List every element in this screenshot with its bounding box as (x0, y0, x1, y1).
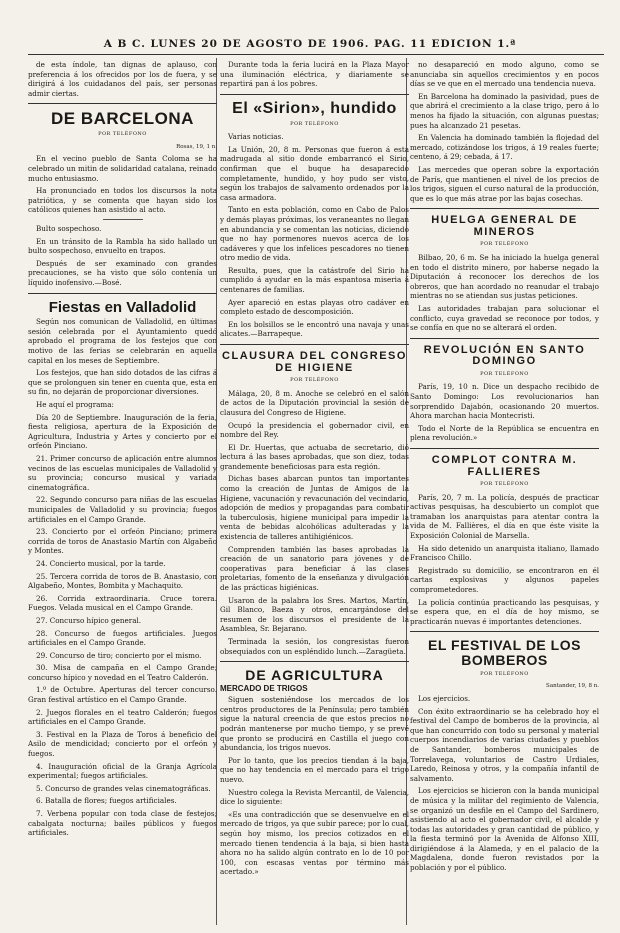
valladolid-p1: Según nos comunican de Valladolid, en últimas sesión celebrada por el Ayuntamiento quedó aprobado el programa de los festejos que con motivo de las ferias se celebrarán en aquella capital en los meses de Septiembre. (28, 317, 217, 365)
program-item: 27. Concurso hípico general. (36, 615, 142, 625)
domingo-p1: París, 19, 10 n. Dice un despacho recibido de Santo Domingo: Los revolucionarios han sorprendido Dajabón, ocasionando 20 muertos. Ahora marchan hacia Montecristi. (410, 382, 599, 421)
barcelona-byline: POR TELÉFONO (98, 131, 147, 138)
program-item: Día 20 de Septiembre. Inauguración de la feria, fiesta religiosa, apertura de la Exposición de Agricultura, Industria y Artes y concierto por el orfeón Pinciano. (28, 412, 217, 451)
program-item: 21. Primer concurso de aplicación entre alumnos vecinos de las escuelas municipales de Valladolid y su provincia; concurso musical y variada cinematográfica. (28, 454, 217, 492)
program-item: 1.º de Octubre. Aperturas del tercer concurso. Gran festival artístico en el Campo Grande. (28, 685, 217, 705)
column-1 (28, 60, 217, 925)
agricultura-p2: Por lo tanto, que los precios tiendan á la baja, que no hay tendencia en el mercado para el trigo nuevo. (220, 755, 409, 784)
program-item: 22. Segundo concurso para niñas de las escuelas municipales de Valladolid y su provincia; fuegos artificiales en el Campo Grande. (28, 495, 217, 524)
barcelona-headline: DE BARCELONA (51, 109, 194, 129)
divider (410, 448, 599, 449)
fallieres-p4: La policía continúa practicando las pesquisas, y se espera que, en el día de hoy mismo, se practicarán nuevas é importantes detenciones. (410, 597, 599, 626)
bomberos-byline: POR TELÉFONO (480, 670, 529, 677)
divider (410, 338, 599, 339)
program-item: 28. Concurso de fuegos artificiales. Juegos artificiales en el Campo Grande. (28, 628, 217, 648)
program-item: 26. Corrida extraordinaria. Cruce torera. Fuegos. Velada musical en el Campo Grande. (28, 593, 217, 613)
valladolid-p2: Los festejos, que han sido dotados de las cifras á que se prolonguen sin tener en cuenta que, esta en su fin, no dejarán de proporcionar diversiones. (28, 368, 217, 397)
barcelona-p5: Después de ser examinado con grandes precauciones, se ha visto que sólo contenía un líquido inofensivo.—Bosé. (28, 258, 217, 287)
agricultura-p4: «Es una contradicción que se desenvuelve en el mercado de trigos, ya que subir parece; por lo cual, según hoy mismo, los precios cotizados en el mercado tienen tendencia á la baja, si bien hasta ahora no ha salido algún contrato en lo de 10 por 100, con escasas ventas por término más acertado.» (220, 809, 409, 877)
sirio-p5: En los bolsillos se le encontró una navaja y unas alicates.—Barrapeque. (220, 319, 409, 339)
barcelona-p1: En el vecino pueblo de Santa Coloma se ha celebrado un mitin de solidaridad catalana, reinado mucho entusiasmo. (28, 154, 217, 183)
domingo-p2: Todo el Norte de la República se encuentra en plena revolución.» (410, 423, 599, 443)
bomberos-p3: Los ejercicios se hicieron con la banda municipal de música y la militar del regimiento de Valencia, se organizó un desfile en el Campo del Sardinero, asistiendo al acto el gobernador civil, el alcalde y todas las autoridades y gran cantidad de público, y la fiesta terminó por la Avenida de Alfonso XIII, dirigiéndose á la Alameda, y en el palacio de la Magdalena, donde fueron revistados por la población y por el público. (410, 786, 599, 873)
higiene-p3: El Dr. Huertas, que actuaba de secretario, dió lectura á las bases aprobadas, que son diez, todas grandemente beneficiosas para esta región. (220, 442, 409, 471)
column-2 (220, 60, 409, 925)
valladolid-p3: He aquí el programa: (36, 400, 114, 410)
divider (103, 219, 143, 220)
sirio-p4: Ayer apareció en estas playas otro cadáver en completo estado de descomposición. (220, 297, 409, 317)
huelga-p1: Bilbao, 20, 6 m. Se ha iniciado la huelga general en todo el distrito minero, por haberse negado la Diputación á reconocer los derechos de los obreros, que han acordado no reanudar el trabajo mientras no se atiendan sus justas peticiones. (410, 253, 599, 301)
huelga-headline: HUELGA GENERAL DE MINEROS (431, 214, 578, 238)
barcelona-dateline: Rosas, 19, 1 n. (176, 143, 217, 150)
agricultura-headline: DE AGRICULTURA (245, 667, 384, 684)
masthead: A B C. LUNES 20 DE AGOSTO DE 1906. PAG. 11 EDICION 1.ª (103, 38, 517, 50)
sirio-headline: El «Sirion», hundido (232, 99, 397, 117)
fallieres-byline: POR TELÉFONO (480, 481, 529, 488)
program-item: 6. Batalla de flores; fuegos artificiales. (36, 796, 177, 806)
higiene-p7: Terminada la sesión, los congresistas fueron obsequiados con un espléndido lunch.—Zaragüeta. (220, 636, 409, 656)
col1-intro: de esta índole, tan dignas de aplauso, con preferencia á los ofrecidos por los de fuera, y se dirigirá á los cuidadanos del país, ser personas admir ciertas. (28, 60, 217, 98)
higiene-p6: Usaron de la palabra los Sres. Martos, Martín, Gil Blanco, Baeza y otros, encargándose del resumen de los discursos el presidente de la Asamblea, Sr. Bejarano. (220, 595, 409, 634)
higiene-p2: Ocupó la presidencia el gobernador civil, en nombre del Rey. (220, 420, 409, 440)
fallieres-p2: Ha sido detenido un anarquista italiano, llamado Francisco Chillo. (410, 543, 599, 563)
program-item: 30. Misa de campaña en el Campo Grande; concurso hípico y novedad en el Teatro Calderón. (28, 663, 217, 682)
divider (220, 94, 409, 95)
program-item: 25. Tercera corrida de toros de B. Anastasio, con Algabeño, Montes, Bombita y Machaquito. (28, 571, 217, 591)
huelga-p2: Las autoridades trabajan para solucionar el conflicto, cuya gravedad se reconoce por todos, y se confía en que no se alterará el orden. (410, 303, 599, 333)
col3-p-b: En Valencia ha dominado también la flojedad del mercado, cotizándose los trigos, á 19 reales fuerte; centeno, á 29; cebada, á 17. (410, 133, 599, 162)
sirio-byline: POR TELÉFONO (290, 120, 339, 127)
agricultura-p1: Siguen sosteniéndose los mercados de los centros productores de la Península; pero también sigue la natural creencia de que estos precios no podrán mantenerse por mucho tiempo, y se prevé que pronto se producirá en Castilla el juego con abundancia, los trigos nuevos. (220, 695, 409, 753)
divider (28, 293, 217, 294)
huelga-byline: POR TELÉFONO (480, 241, 529, 248)
domingo-byline: POR TELÉFONO (480, 370, 529, 377)
col3-p-a: En Barcelona ha dominado la pasividad, pues de que abrirá el crecimiento a la clase trigo, pero á lo menos ha fijado la situación, con algunas puestas; pues ha alcanzado 21 pesetas. (410, 91, 599, 130)
barcelona-p2: Ha pronunciado en todos los discursos la nota patriótica, y se comenta que hayan sido los católicos quienes han asistido al acto. (28, 186, 217, 215)
higiene-byline: POR TELÉFONO (290, 377, 339, 384)
agricultura-p3: Nuestro colega la Revista Mercantil, de Valencia, dice lo siguiente: (220, 787, 409, 807)
divider (410, 208, 599, 209)
valladolid-program-list (28, 413, 217, 838)
fallieres-p1: París, 20, 7 m. La policía, después de practicar activas pesquisas, ha descubierto un complot que tramaban los anarquistas para atentar contra la vida de M. Fallières, el día en que éste visite la Exposición Colonial de Marsella. (410, 492, 599, 541)
bomberos-dateline: Santander, 19, 8 n. (546, 683, 599, 690)
agricultura-subhead: MERCADO DE TRIGOS (220, 683, 308, 693)
program-item: 24. Concierto musical, por la tarde. (36, 558, 166, 568)
sirio-p0: Varias noticias. (228, 132, 284, 142)
program-item: 23. Concierto por el orfeón Pinciano; primera corrida de toros de Anastasio Martín con Algabeño y Montes. (28, 527, 217, 556)
higiene-p5: Comprenden también las bases aprobadas la creación de un sanatorio para jóvenes y de cooperativas para beneficiar á las clases proletarias, fomento de la enseñanza y divulgación de las prácticas higiénicas. (220, 544, 409, 593)
program-item: 3. Festival en la Plaza de Toros á beneficio del Asilo de mendicidad; concierto por el orfeón y fuegos. (28, 729, 217, 759)
sirio-p3: Resulta, pues, que la catástrofe del Sirio ha cumplido á ayudar en la más espantosa miseria á centenares de familias. (220, 265, 409, 295)
col3-top: no desapareció en modo alguno, como se anunciaba sin aquellos crecimientos y en pocos días se ve que en el mercado una tendencia nueva. (410, 60, 599, 89)
divider (410, 631, 599, 632)
divider (220, 344, 409, 345)
fallieres-p3: Registrado su domicilio, se encontraron en él cartas explosivas y algunos papeles comprometedores. (410, 565, 599, 595)
valladolid-headline: Fiestas en Valladolid (48, 298, 197, 316)
divider (220, 661, 409, 662)
program-item: 2. Juegos florales en el teatro Calderón; fuegos artificiales en el Campo Grande. (28, 707, 217, 727)
col3-p-c: Las mercedes que operan sobre la exportación de París, que mantienen el nivel de los precios de los trigos, siguen el curso natural de la producción, que es lo que más atrae por las bajas cosechas. (410, 164, 599, 203)
col2-top: Durante toda la feria lucirá en la Plaza Mayor una iluminación eléctrica, y diariamente se repartirá pan á los pobres. (220, 60, 409, 89)
higiene-p4: Dichas bases abarcan puntos tan importantes como la creación de Juntas de Amigos de la Higiene, vacunación y revacunación del vecindario, adopción de medios y propagandas para combatir la tuberculosis, higiene municipal para impedir la venta de bebidas alcohólicas adulteradas y la existencia de talleres antihigiénicos. (220, 474, 409, 542)
barcelona-p4: En un tránsito de la Rambla ha sido hallado un bulto sospechoso, envuelto en trapos. (28, 236, 217, 256)
divider (28, 103, 217, 104)
domingo-headline: REVOLUCIÓN EN SANTO DOMINGO (423, 343, 586, 368)
higiene-headline: CLAUSURA DEL CONGRESO DE HIGIENE (222, 350, 407, 374)
program-item: 5. Concurso de grandes velas cinematográficas. (36, 783, 211, 793)
bomberos-headline: EL FESTIVAL DE LOS BOMBEROS (428, 637, 581, 669)
sirio-p1: La Unión, 20, 8 m. Personas que fueron á esta madrugada al sitio donde embarrancó el Sirio, confirman que el buque ha desaparecido completamente, hundido, y hoy pudo ser visto, según los trabajos de salvamento ordenados por la casa armadora. (220, 144, 409, 202)
program-item: 4. Inauguración oficial de la Granja Agrícola experimental; fuegos artificiales. (28, 761, 217, 781)
program-item: 29. Concurso de tiro; concierto por el mismo. (36, 650, 202, 660)
sirio-p2: Tanto en esta población, como en Cabo de Palos y demás playas próximas, los veraneantes no llegan en abundancia y se comentan las noticias, diciendo que no hay pormenores nuevos acerca de los cadáveres y que los infelices pescadores no tienen otro medio de vida. (220, 205, 409, 263)
bomberos-p2: Con éxito extraordinario se ha celebrado hoy el festival del Campo de bomberos de la provincia, al que han concurrido con todo su personal y material cuerpos incendiarios de varias ciudades y pueblos de Santander, bomberos municipales de Torrelavega, voluntarios de Castro Urdiales, Laredo, Reinosa y otros, y la compañía infantil de salvamento. (410, 706, 599, 783)
higiene-p1: Málaga, 20, 8 m. Anoche se celebró en el salón de actos de la Diputación provincial la sesión de clausura del Congreso de Higiene. (220, 388, 409, 417)
fallieres-headline: COMPLOT CONTRA M. FALLIERES (431, 454, 578, 478)
program-item: 7. Verbena popular con toda clase de festejos; cabalgata nocturna; bailes públicos y fuegos artificiales. (28, 809, 217, 838)
column-3 (410, 60, 599, 925)
barcelona-p3: Bulto sospechoso. (36, 223, 102, 233)
masthead-rule (28, 54, 604, 55)
bomberos-p1: Los ejercicios. (418, 693, 471, 703)
